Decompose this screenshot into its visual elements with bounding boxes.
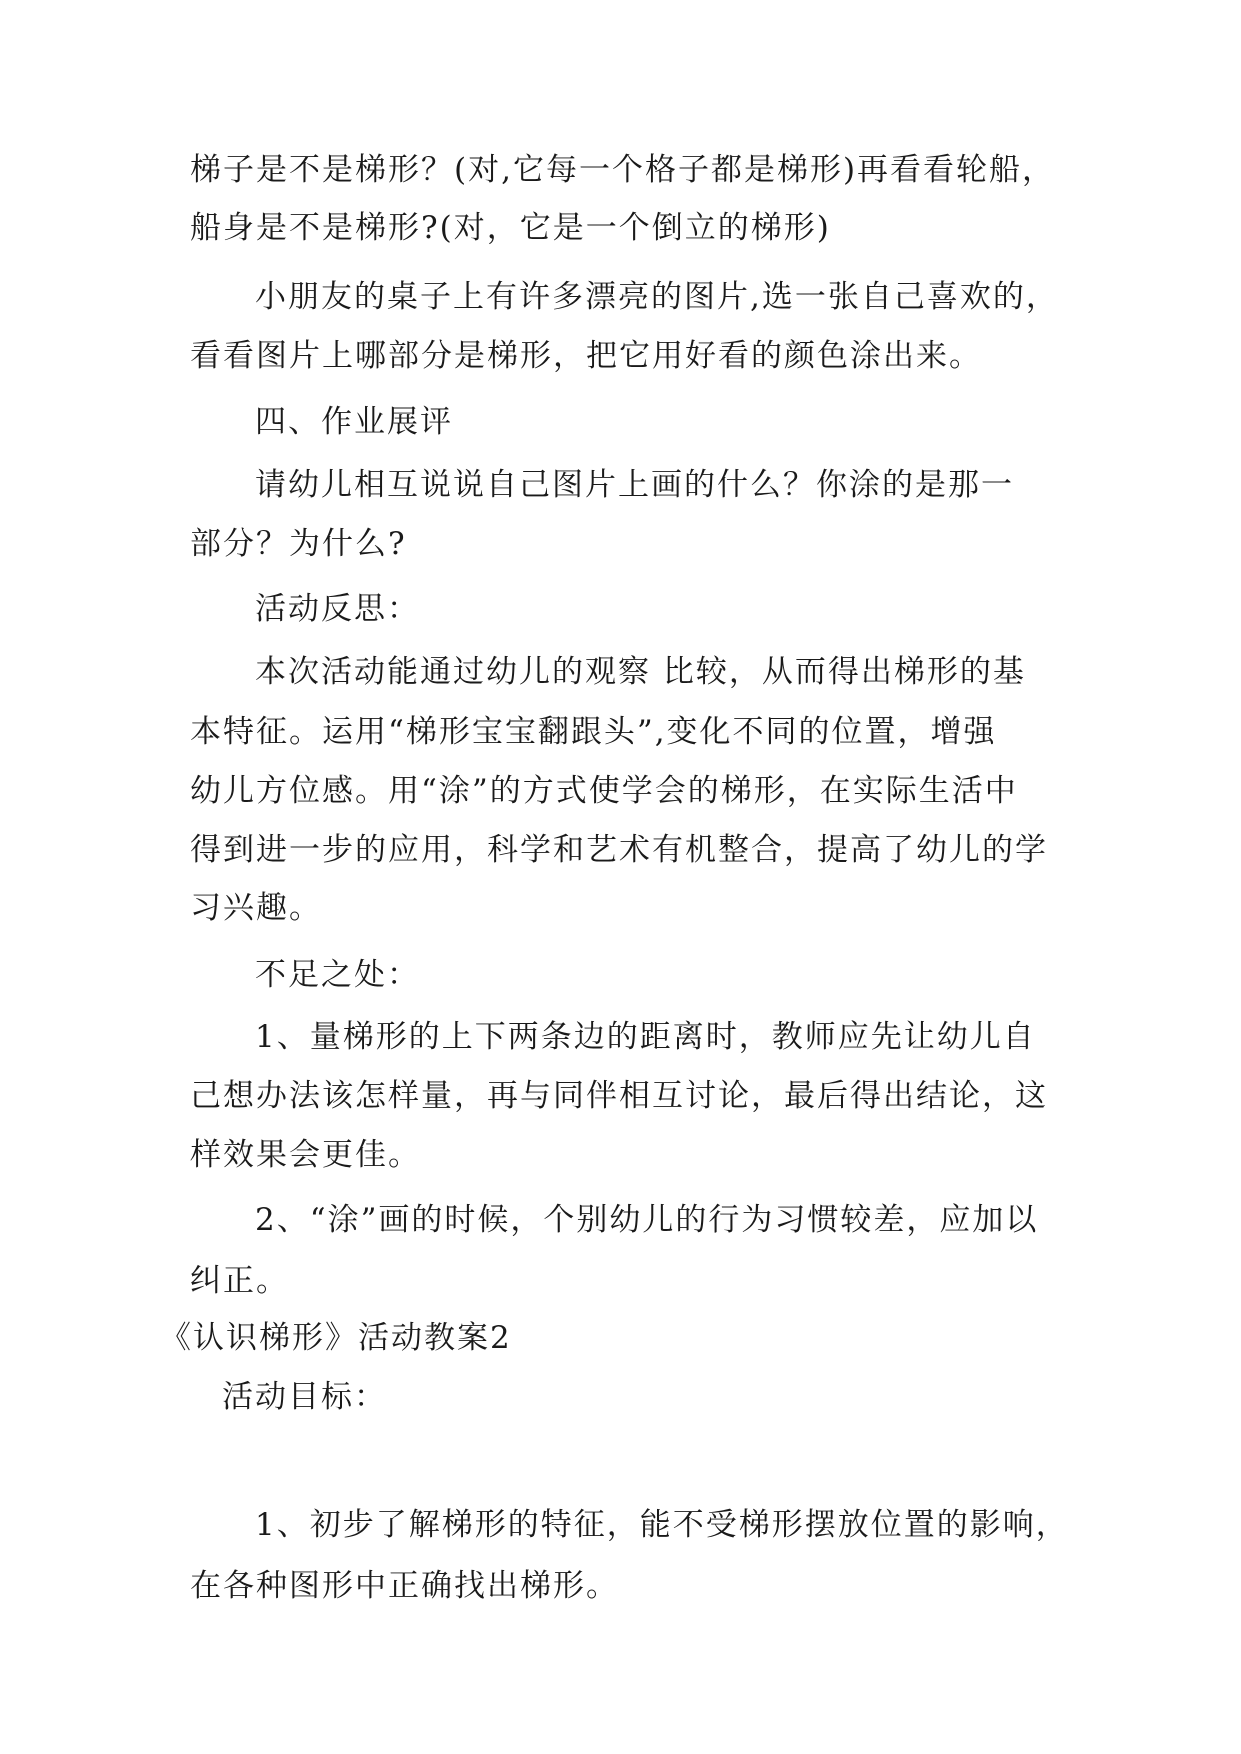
paragraph-line: 样效果会更佳。 <box>190 1137 421 1173</box>
paragraph-line: 在各种图形中正确找出梯形。 <box>190 1568 619 1604</box>
paragraph-line: 船身是不是梯形?(对，它是一个倒立的梯形) <box>190 210 831 246</box>
section-heading: 活动反思： <box>255 591 420 627</box>
section-heading: 活动目标： <box>222 1379 387 1415</box>
paragraph-line: 本特征。运用“梯形宝宝翻跟头”,变化不同的位置，增强 <box>190 714 997 750</box>
section-heading: 不足之处： <box>255 957 420 993</box>
paragraph-line: 部分？为什么? <box>190 526 407 562</box>
paragraph-line: 纠正。 <box>190 1263 289 1299</box>
paragraph-line: 看看图片上哪部分是梯形，把它用好看的颜色涂出来。 <box>190 338 982 374</box>
paragraph-line: 请幼儿相互说说自己图片上画的什么？你涂的是那一 <box>255 467 1014 503</box>
list-item: 1、量梯形的上下两条边的距离时，教师应先让幼儿自 <box>255 1019 1036 1055</box>
paragraph-line: 梯子是不是梯形？(对,它每一个格子都是梯形)再看看轮船， <box>190 152 1056 188</box>
paragraph-line: 己想办法该怎样量，再与同伴相互讨论，最后得出结论，这 <box>190 1078 1048 1114</box>
paragraph-line: 习兴趣。 <box>190 890 322 926</box>
list-item: 1、初步了解梯形的特征，能不受梯形摆放位置的影响， <box>255 1507 1069 1543</box>
paragraph-line: 得到进一步的应用，科学和艺术有机整合，提高了幼儿的学 <box>190 832 1048 868</box>
section-heading: 四、作业展评 <box>255 404 453 440</box>
document-title: 《认识梯形》活动教案2 <box>160 1320 512 1356</box>
list-item: 2、“涂”画的时候，个别幼儿的行为习惯较差，应加以 <box>255 1202 1039 1238</box>
paragraph-line: 本次活动能通过幼儿的观察 比较，从而得出梯形的基 <box>255 654 1026 690</box>
paragraph-line: 幼儿方位感。用“涂”的方式使学会的梯形，在实际生活中 <box>190 773 1018 809</box>
paragraph-line: 小朋友的桌子上有许多漂亮的图片,选一张自己喜欢的， <box>255 279 1059 315</box>
